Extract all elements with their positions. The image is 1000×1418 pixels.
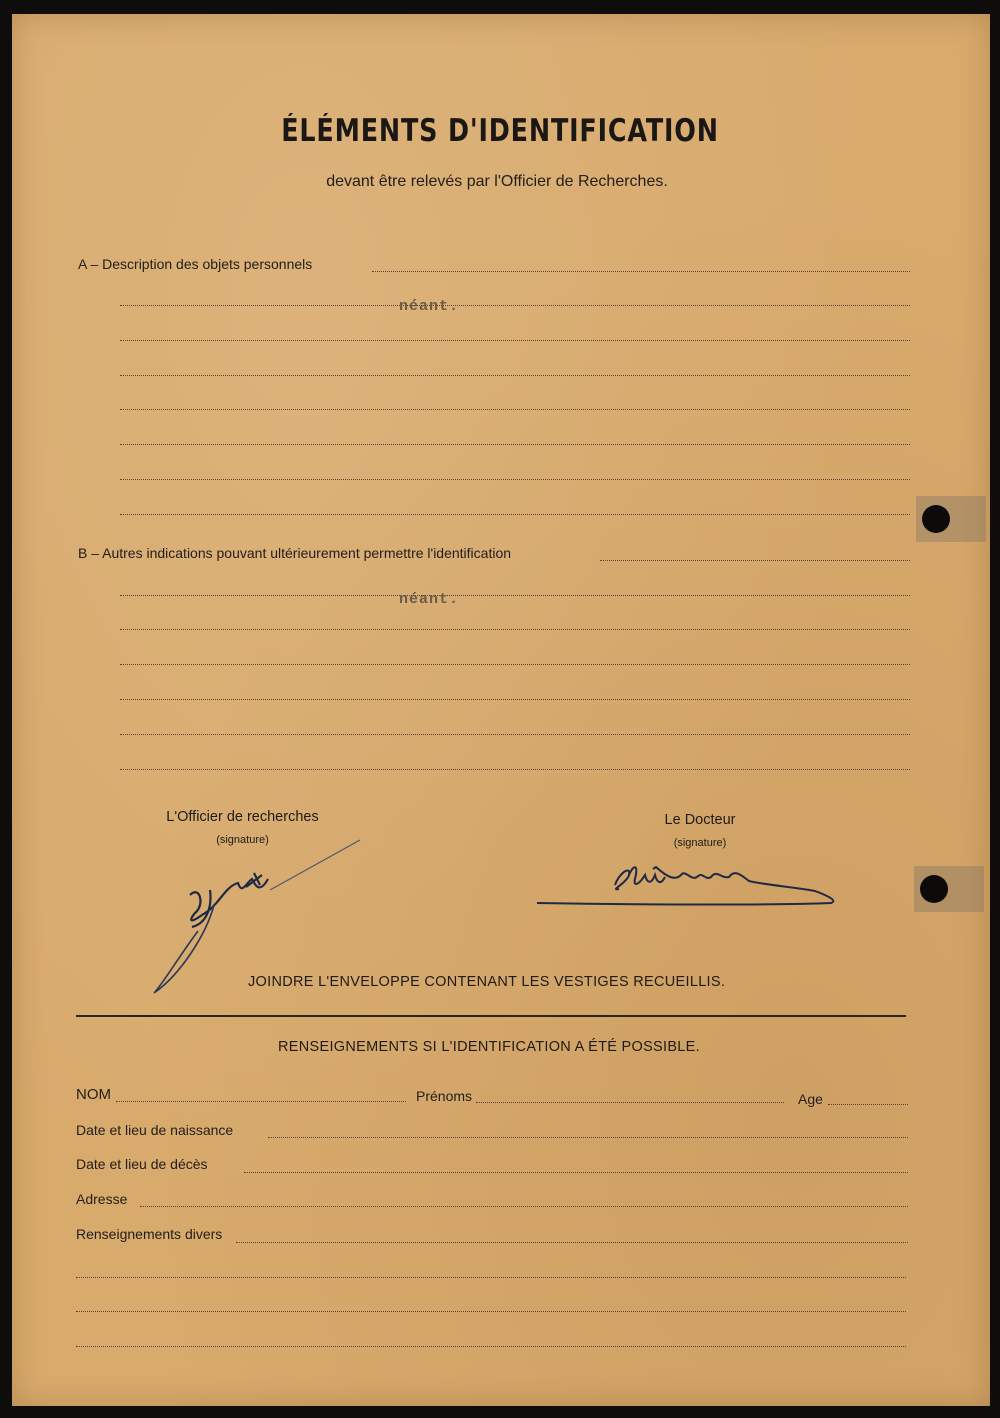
deces-field[interactable] (244, 1172, 908, 1173)
divers-field-3[interactable] (76, 1346, 906, 1347)
section-b-label: B – Autres indications pouvant ultérieurement permettre l'identification (78, 545, 512, 561)
section-b-line-3[interactable] (120, 664, 910, 665)
nom-label: NOM (76, 1086, 111, 1103)
section-divider (76, 1015, 906, 1017)
age-label: Age (798, 1091, 823, 1107)
punch-hole-top (922, 505, 950, 533)
section-b-line-0[interactable] (600, 560, 910, 561)
naissance-field[interactable] (268, 1137, 908, 1138)
nom-field[interactable] (116, 1101, 406, 1102)
divers-field-0[interactable] (236, 1242, 908, 1243)
adresse-label: Adresse (76, 1191, 128, 1207)
divers-field-2[interactable] (76, 1311, 906, 1312)
section-b-line-1[interactable] (120, 595, 910, 596)
section-a-line-6[interactable] (120, 479, 910, 480)
identification-heading: RENSEIGNEMENTS SI L'IDENTIFICATION A ÉTÉ POSSIBLE. (278, 1039, 700, 1055)
section-a-line-4[interactable] (120, 409, 910, 410)
doctor-signature-label: Le Docteur (664, 812, 736, 828)
age-field[interactable] (828, 1104, 908, 1105)
envelope-instruction: JOINDRE L'ENVELOPPE CONTENANT LES VESTIGES RECUEILLIS. (248, 974, 726, 990)
section-b-line-2[interactable] (120, 629, 910, 630)
doctor-signature-sub: (signature) (673, 837, 727, 849)
section-a-line-5[interactable] (120, 444, 910, 445)
section-b-line-6[interactable] (120, 769, 910, 770)
punch-hole-bottom (920, 875, 948, 903)
section-b-typed-value: néant. (399, 591, 460, 608)
section-b-line-5[interactable] (120, 734, 910, 735)
doctor-signature (535, 855, 840, 910)
divers-field-1[interactable] (76, 1277, 906, 1278)
section-a-line-0[interactable] (372, 271, 910, 272)
section-a-typed-value: néant. (399, 298, 460, 315)
section-a-line-1[interactable] (120, 305, 910, 306)
officer-signature-label: L'Officier de recherches (166, 809, 319, 825)
form-title: ÉLÉMENTS D'IDENTIFICATION (281, 113, 719, 149)
divers-label: Renseignements divers (76, 1226, 223, 1242)
deces-label: Date et lieu de décès (76, 1156, 208, 1172)
prenoms-field[interactable] (476, 1102, 784, 1103)
officer-signature-sub: (signature) (216, 834, 269, 846)
form-sheet (12, 14, 990, 1406)
adresse-field[interactable] (140, 1206, 908, 1207)
naissance-label: Date et lieu de naissance (76, 1122, 234, 1138)
section-a-line-7[interactable] (120, 514, 910, 515)
section-b-line-4[interactable] (120, 699, 910, 700)
prenoms-label: Prénoms (416, 1088, 473, 1104)
section-a-line-2[interactable] (120, 340, 910, 341)
form-subtitle: devant être relevés par l'Officier de Recherches. (326, 173, 668, 190)
section-a-line-3[interactable] (120, 375, 910, 376)
section-a-label: A – Description des objets personnels (78, 256, 313, 272)
